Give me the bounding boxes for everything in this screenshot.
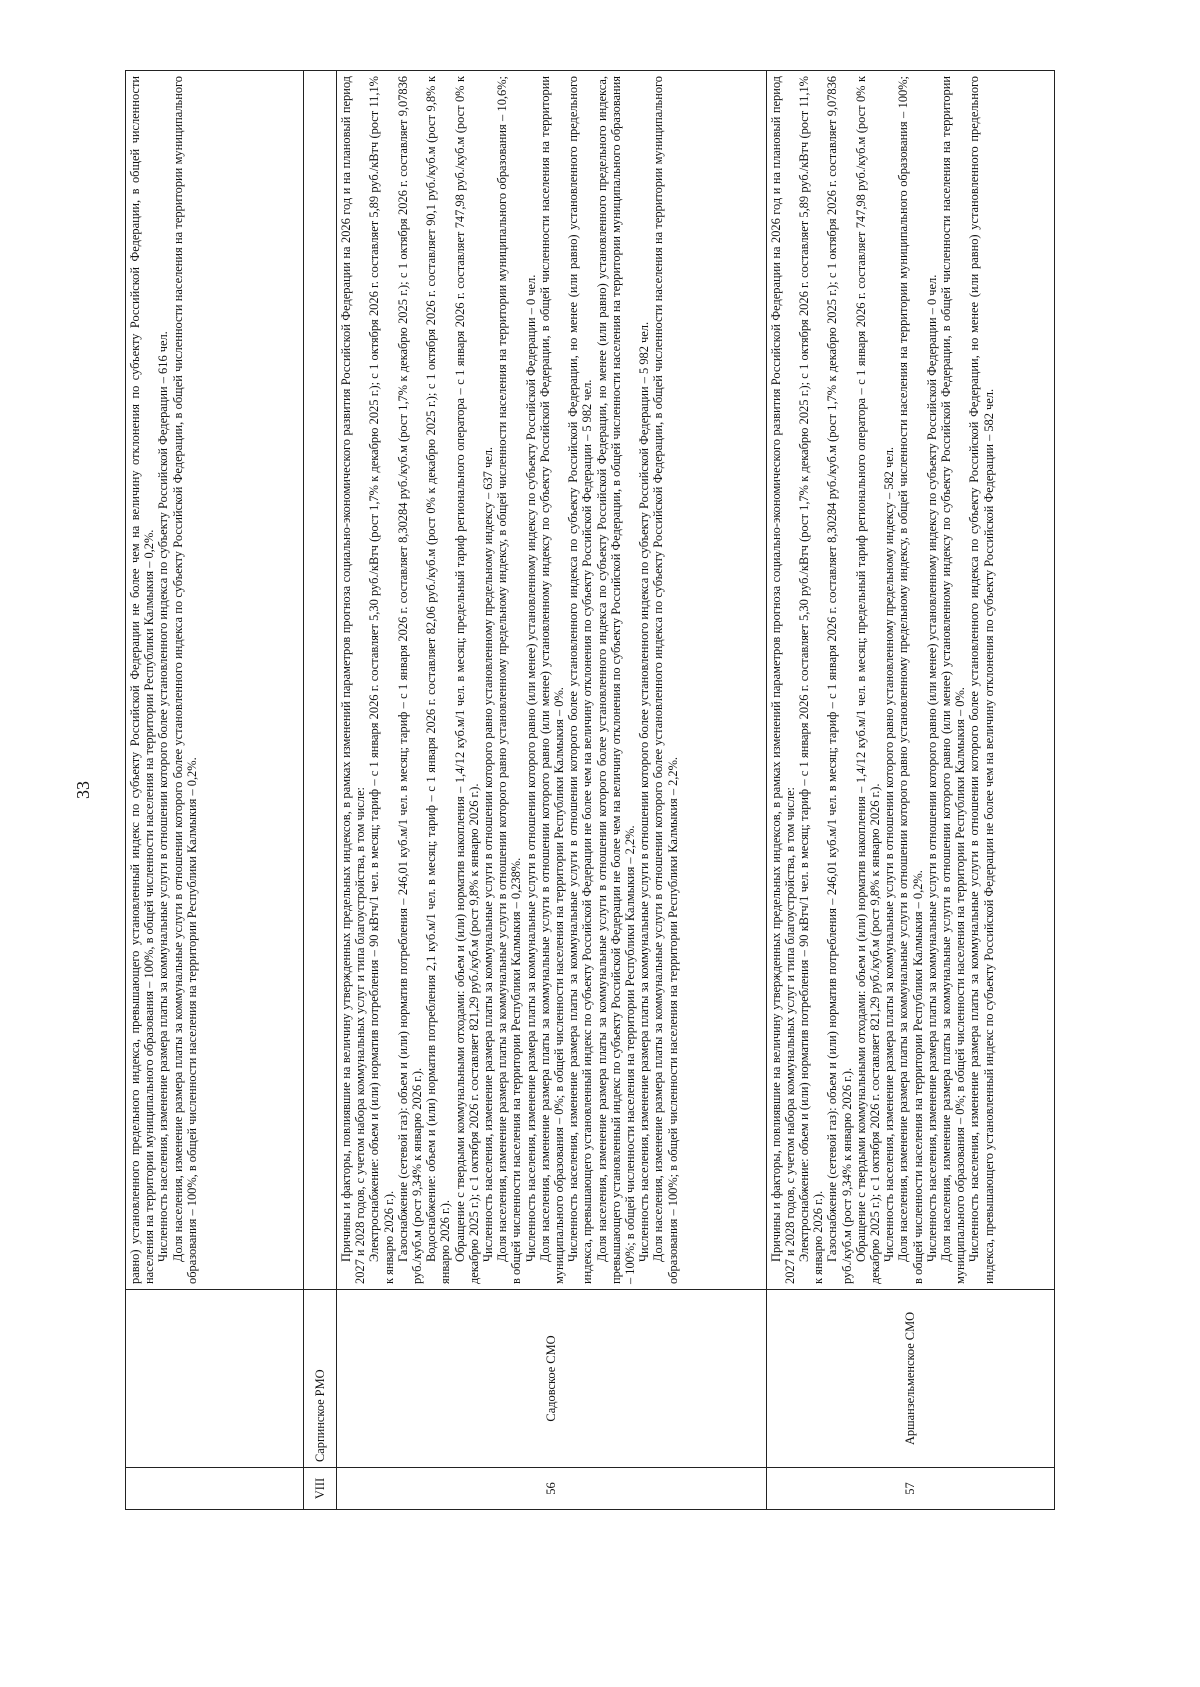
municipality-name-cell: [126, 1290, 304, 1468]
paragraph: Газоснабжение (сетевой газ): объем и (или) норматив потребления – 246,01 куб.м/1 чел. в месяц; тариф – с 1 января 2026 г. составляет 8,30284 руб./куб.м (рост 1,7% к декабрю 2025 г.); с 1 октября 2026 г. составляет 9,07836 руб./куб.м (рост 9,34% к январю 2026 г.).: [825, 76, 854, 1284]
section-empty-cell: [304, 71, 337, 1290]
paragraph: Численность населения, изменение размера платы за коммунальные услуги в отношении которого равно установленному предельному индексу – 582 чел.: [882, 447, 897, 1262]
paragraph: Причины и факторы, повлиявшие на величину утвержденных предельных индексов, в рамках изменений параметров прогноза социально-экономического развития Российской Федерации на 2026 год и на плановый период 2027 и 2028 годов, с учетом набора коммунальных услуг и типа благоустройства, в том числе:: [339, 76, 368, 1284]
section-header-row: [304, 71, 337, 1510]
paragraph: Доля населения, изменение размера платы за коммунальные услуги в отношении которого равно (или менее) установленному индексу по субъекту Российской Федерации, в общей численности населения на территории муниципального образования – 0%; в общей численности населения на территории Республики Калмыкия – 0%.: [938, 76, 968, 1284]
paragraph: Доля населения, изменение размера платы за коммунальные услуги в отношении которого более установленного индекса по субъекту Российской Федерации, в общей численности населения на территории муниципального образования – 100%, в общей численности населения на территории Республики Калмыкия – 0,2%.: [170, 76, 199, 1284]
row-number: 57: [766, 1468, 1054, 1510]
table-row: [337, 71, 767, 1510]
description-cell: [766, 71, 1054, 1290]
row-number-cell: [126, 1468, 304, 1510]
table-row-continuation: [126, 71, 304, 1510]
municipality-name: Аршанзельменское СМО: [766, 1290, 1054, 1468]
paragraph: Доля населения, изменение размера платы за коммунальные услуги в отношении которого равно (или менее) установленному индексу по субъекту Российской Федерации, в общей численности населения на территории муниципального образования – 0%; в общей численности населения на территории Республики Калмыкия – 0%.: [537, 76, 567, 1284]
section-name: Сарпинское РМО: [304, 1290, 337, 1468]
paragraph: Численность населения, изменение размера платы за коммунальные услуги в отношении которого равно (или менее) установленному индексу по субъекту Российской Федерации – 0 чел.: [523, 274, 538, 1262]
paragraph: Доля населения, изменение размера платы за коммунальные услуги в отношении которого более установленного индекса по субъекту Российской Федерации, в общей численности населения на территории муниципального образования – 100%; в общей численности населения на территории Республики Калмыкия – 2,2%.: [651, 76, 680, 1284]
paragraph: Численность населения, изменение размера платы за коммунальные услуги в отношении которого более установленного индекса по субъекту Российской Федерации, но менее (или равно) установленного предельного индекса, превышающего установленный индекс по субъекту Российской Федерации не более чем на величину отклонения по субъекту Российской Федерации – 5 982 чел.: [566, 76, 595, 1284]
table-row: [766, 71, 1054, 1510]
paragraph: Численность населения, изменение размера платы за коммунальные услуги в отношении которого более установленного индекса по субъекту Российской Федерации, но менее (или равно) установленного предельного индекса, превышающего установленный индекс по субъекту Российской Федерации не более чем на величину отклонения по субъекту Российской Федерации – 582 чел.: [967, 76, 996, 1284]
paragraph: Численность населения, изменение размера платы за коммунальные услуги в отношении которого равно (или менее) установленному индексу по субъекту Российской Федерации – 0 чел.: [924, 274, 939, 1262]
paragraph: Численность населения, изменение размера платы за коммунальные услуги в отношении которого более установленного индекса по субъекту Российской Федерации – 616 чел.: [156, 331, 171, 1262]
document-page: [73, 70, 1055, 1510]
paragraph: Газоснабжение (сетевой газ): объем и (или) норматив потребления – 246,01 куб.м/1 чел. в месяц; тариф – с 1 января 2026 г. составляет 8,30284 руб./куб.м (рост 1,7% к декабрю 2025 г.); с 1 октября 2026 г. составляет 9,07836 руб./куб.м (рост 9,34% к январю 2026 г.).: [395, 76, 425, 1284]
section-roman-number: VIII: [304, 1468, 337, 1510]
paragraph: Доля населения, изменение размера платы за коммунальные услуги в отношении которого более установленного индекса по субъекту Российской Федерации, но менее (или равно) установленного предельного индекса, превышающего установленный индекс по субъекту Российской Федерации не более чем на величину отклонения по субъекту Российской Федерации, в общей численности населения на территории муниципального образования – 100%; в общей численности населения на территории Республики Калмыкия – 2,2%.: [594, 76, 638, 1284]
row-number: 56: [337, 1468, 767, 1510]
paragraph: Доля населения, изменение размера платы за коммунальные услуги в отношении которого равно установленному предельному индексу, в общей численности населения на территории муниципального образования – 100%; в общей численности населения на территории Республики Калмыкия – 0,2%.: [896, 76, 925, 1284]
paragraph: Обращение с твердыми коммунальными отходами: объем и (или) норматив накопления – 1,4/12 куб.м/1 чел. в месяц; предельный тариф регионального оператора – с 1 января 2026 г. составляет 747,98 руб./куб.м (рост 0% к декабрю 2025 г.); с 1 октября 2026 г. составляет 821,29 руб./куб.м (рост 9,8% к январю 2026 г.).: [452, 76, 481, 1284]
paragraph: Численность населения, изменение размера платы за коммунальные услуги в отношении которого равно установленному предельному индексу – 637 чел.: [481, 447, 496, 1262]
description-cell: [126, 71, 304, 1290]
paragraph: Причины и факторы, повлиявшие на величину утвержденных предельных индексов, в рамках изменений параметров прогноза социально-экономического развития Российской Федерации на 2026 год и на плановый период 2027 и 2028 годов, с учетом набора коммунальных услуг и типа благоустройства, в том числе:: [768, 76, 797, 1284]
paragraph: Электроснабжение: объем и (или) норматив потребления – 90 кВтч/1 чел. в месяц; тариф – с 1 января 2026 г. составляет 5,30 руб./кВтч (рост 1,7% к декабрю 2025 г.); с 1 октября 2026 г. составляет 5,89 руб./кВтч (рост 11,1% к январю 2026 г.).: [367, 76, 396, 1284]
page-number: 33: [73, 781, 93, 799]
description-cell: [337, 71, 767, 1290]
paragraph: Доля населения, изменение размера платы за коммунальные услуги в отношении которого равно установленному предельному индексу, в общей численности населения на территории муниципального образования – 10,6%; в общей численности населения на территории Республики Калмыкия – 0,238%.: [495, 76, 524, 1284]
paragraph: Водоснабжение: объем и (или) норматив потребления 2,1 куб.м/1 чел. в месяц; тариф – с 1 января 2026 г. составляет 82,06 руб./куб.м (рост 0% к декабрю 2025 г.); с 1 октября 2026 г. составляет 90,1 руб./куб.м (рост 9,8% к январю 2026 г.).: [424, 76, 453, 1284]
paragraph: равно) установленного предельного индекса, превышающего установленный индекс по субъекту Российской Федерации не более чем на величину отклонения по субъекту Российской Федерации, в общей численности населения на территории муниципального образования – 100%, в общей численности населения на территории Республики Калмыкия – 0,2%.: [128, 76, 157, 1284]
paragraph: Численность населения, изменение размера платы за коммунальные услуги в отношении которого более установленного индекса по субъекту Российской Федерации – 5 982 чел.: [637, 321, 652, 1262]
municipal-index-table: [125, 70, 1055, 1510]
paragraph: Электроснабжение: объем и (или) норматив потребления – 90 кВтч/1 чел. в месяц; тариф – с 1 января 2026 г. составляет 5,30 руб./кВтч (рост 1,7% к декабрю 2025 г.); с 1 октября 2026 г. составляет 5,89 руб./кВтч (рост 11,1% к январю 2026 г.).: [796, 76, 826, 1284]
municipality-name: Садовское СМО: [337, 1290, 767, 1468]
paragraph: Обращение с твердыми коммунальными отходами: объем и (или) норматив накопления – 1,4/12 куб.м/1 чел. в месяц; предельный тариф регионального оператора – с 1 января 2026 г. составляет 747,98 руб./куб.м (рост 0% к декабрю 2025 г.); с 1 октября 2026 г. составляет 821,29 руб./куб.м (рост 9,8% к январю 2026 г.).: [853, 76, 882, 1284]
